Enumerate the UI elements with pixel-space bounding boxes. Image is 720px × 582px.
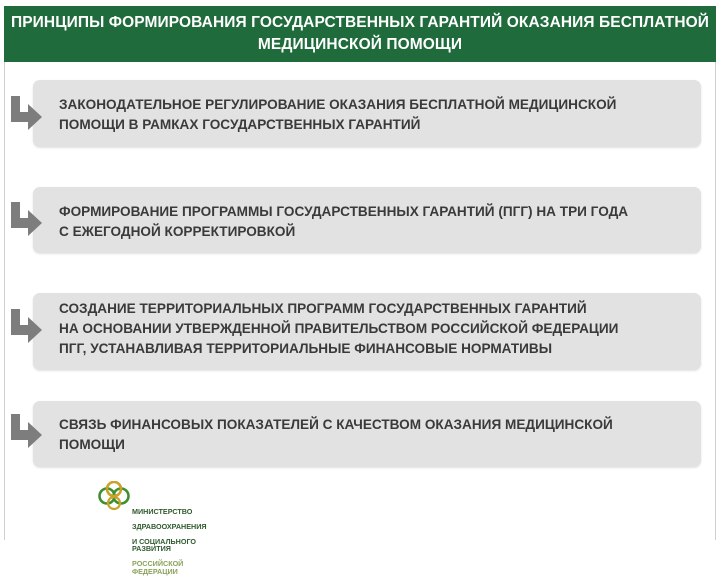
bent-arrow-icon: [8, 92, 48, 132]
logo-line-4: РОССИЙСКОЙ ФЕДЕРАЦИИ: [132, 559, 184, 576]
principle-card-3: [33, 293, 701, 370]
logo-line-1: МИНИСТЕРСТВО: [132, 507, 193, 517]
bent-arrow-icon: [8, 410, 48, 450]
principle-text-4: СВЯЗЬ ФИНАНСОВЫХ ПОКАЗАТЕЛЕЙ С КАЧЕСТВОМ ОКАЗАНИЯ МЕДИЦИНСКОЙ ПОМОЩИ: [59, 417, 613, 452]
principle-card-2: [33, 187, 701, 253]
ministry-logo-emblem: [97, 481, 131, 511]
slide-title-bar: [4, 6, 716, 62]
ministry-logo: [97, 479, 227, 576]
bent-arrow-icon: [8, 305, 48, 345]
slide-title-line-2: МЕДИЦИНСКОЙ ПОМОЩИ: [257, 36, 463, 53]
principle-text-2: ФОРМИРОВАНИЕ ПРОГРАММЫ ГОСУДАРСТВЕННЫХ ГАРАНТИЙ (ПГГ) НА ТРИ ГОДА С ЕЖЕГОДНОЙ КОРРЕКТИРОВКОЙ: [59, 204, 629, 239]
logo-line-2: ЗДРАВООХРАНЕНИЯ: [132, 522, 207, 532]
bent-arrow-icon: [8, 198, 48, 238]
principle-card-4: [33, 401, 701, 467]
principle-card-1: [33, 80, 701, 147]
slide-title-line-1: ПРИНЦИПЫ ФОРМИРОВАНИЯ ГОСУДАРСТВЕННЫХ ГАРАНТИЙ ОКАЗАНИЯ БЕСПЛАТНОЙ: [10, 14, 710, 31]
principle-text-3: СОЗДАНИЕ ТЕРРИТОРИАЛЬНЫХ ПРОГРАММ ГОСУДАРСТВЕННЫХ ГАРАНТИЙ НА ОСНОВАНИИ УТВЕРЖДЕННОЙ ПРАВИТЕЛЬСТВОМ РОССИЙСКОЙ ФЕДЕРАЦИИ ПГГ, УСТАНАВЛИВАЯ ТЕРРИТОРИАЛЬНЫЕ ФИНАНСОВЫЕ НОРМАТИВЫ: [59, 301, 619, 356]
principle-text-1: ЗАКОНОДАТЕЛЬНОЕ РЕГУЛИРОВАНИЕ ОКАЗАНИЯ БЕСПЛАТНОЙ МЕДИЦИНСКОЙ ПОМОЩИ В РАМКАХ ГОСУДАРСТВЕННЫХ ГАРАНТИЙ: [59, 97, 617, 132]
ministry-logo-text: [132, 501, 227, 582]
logo-line-3: И СОЦИАЛЬНОГО РАЗВИТИЯ: [132, 537, 197, 554]
